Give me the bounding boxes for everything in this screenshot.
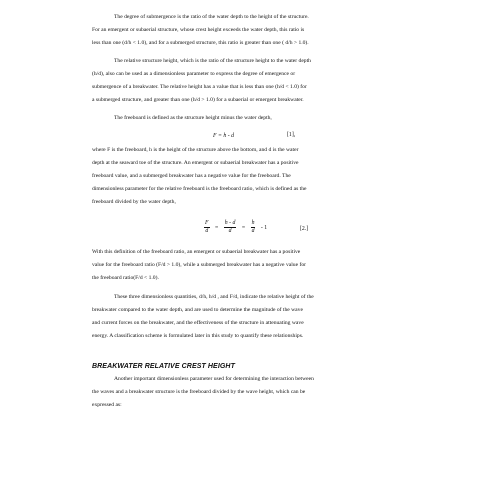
text-line: and current forces on the breakwater, and the effectiveness of the structure in attenuating wave (92, 320, 304, 326)
paragraph-dimensionless-quantities (92, 291, 390, 343)
text-line: The freeboard is defined as the structure height minus the water depth, (114, 115, 272, 121)
equation-1 (213, 132, 234, 140)
text-line: freeboard divided by the water depth, (92, 199, 176, 205)
fraction-lhs: $\frac{F}{d}$ (205, 220, 209, 234)
text-line: a submerged structure, and greater than one (h/d > 1.0) for a subaerial or emergent breakwater. (92, 97, 304, 103)
equation-2: $\frac{F}{d}$ = $\frac{h - d}{d}$ = $\frac{h}{d}$ - 1 (205, 220, 268, 234)
section-heading: BREAKWATER RELATIVE CREST HEIGHT (92, 363, 235, 370)
text-line: value for the freeboard ratio (F/d > 1.0), while a submerged breakwater has a negative value for (92, 262, 306, 268)
equation-1-number: [1], (287, 132, 296, 138)
text-line: With this definition of the freeboard ratio, an emergent or subaerial breakwater has a positive (92, 249, 301, 255)
text-line: where F is the freeboard, h is the height of the structure above the bottom, and d is the water (92, 147, 299, 153)
paragraph-relative-crest-height (92, 373, 390, 412)
text-line: dimensionless parameter for the relative freeboard is the freeboard ratio, which is defined as the (92, 186, 307, 192)
text-line: breakwater compared to the water depth, and are used to determine the magnitude of the wave (92, 307, 303, 313)
text-line: submergence of a breakwater. The relative height has a value that is less than one (h/d < 1.0) for (92, 84, 307, 90)
text-line: depth at the seaward toe of the structure. An emergent or subaerial breakwater has a positive (92, 160, 299, 166)
text-line: the freeboard ratio(F/d < 1.0). (92, 275, 159, 281)
fraction-rhs: $\frac{h}{d}$ (251, 220, 255, 234)
paragraph-freeboard-ratio (92, 246, 390, 285)
paragraph-relative-height (92, 55, 390, 107)
equation-2-number: [2.] (300, 226, 309, 232)
text-line: (h/d), also can be used as a dimensionless parameter to express the degree of emergence or (92, 71, 296, 77)
text-line: energy. A classification scheme is formulated later in this study to quantify these relationships. (92, 333, 304, 339)
paragraph-submergence (92, 11, 390, 50)
fraction-mid: $\frac{h - d}{d}$ (224, 220, 236, 234)
text-line: The relative structure height, which is the ratio of the structure height to the water depth (114, 58, 311, 64)
text-line: expressed as: (92, 402, 122, 408)
text-line: For an emergent or subaerial structure, whose crest height exceeds the water depth, this ratio is (92, 27, 305, 33)
text-line: less than one (d/h < 1.0), and for a submerged structure, this ratio is greater than one ( d/h > 1.0). (92, 40, 309, 46)
equation-1-expression: F = h - d (213, 133, 234, 139)
text-line: The degree of submergence is the ratio of the water depth to the height of the structure. (114, 14, 309, 20)
paragraph-freeboard-definition (92, 112, 390, 125)
paragraph-freeboard-explanation (92, 144, 390, 209)
text-line: freeboard value, and a submerged breakwater has a negative value for the freeboard. The (92, 173, 291, 179)
text-line: Another important dimensionless parameter used for determining the interaction between (114, 376, 314, 382)
text-line: These three dimensionless quantities, d/h, h/d , and F/d, indicate the relative height of the (114, 294, 314, 300)
text-line: the waves and a breakwater structure is the freeboard divided by the wave height, which can be (92, 389, 306, 395)
